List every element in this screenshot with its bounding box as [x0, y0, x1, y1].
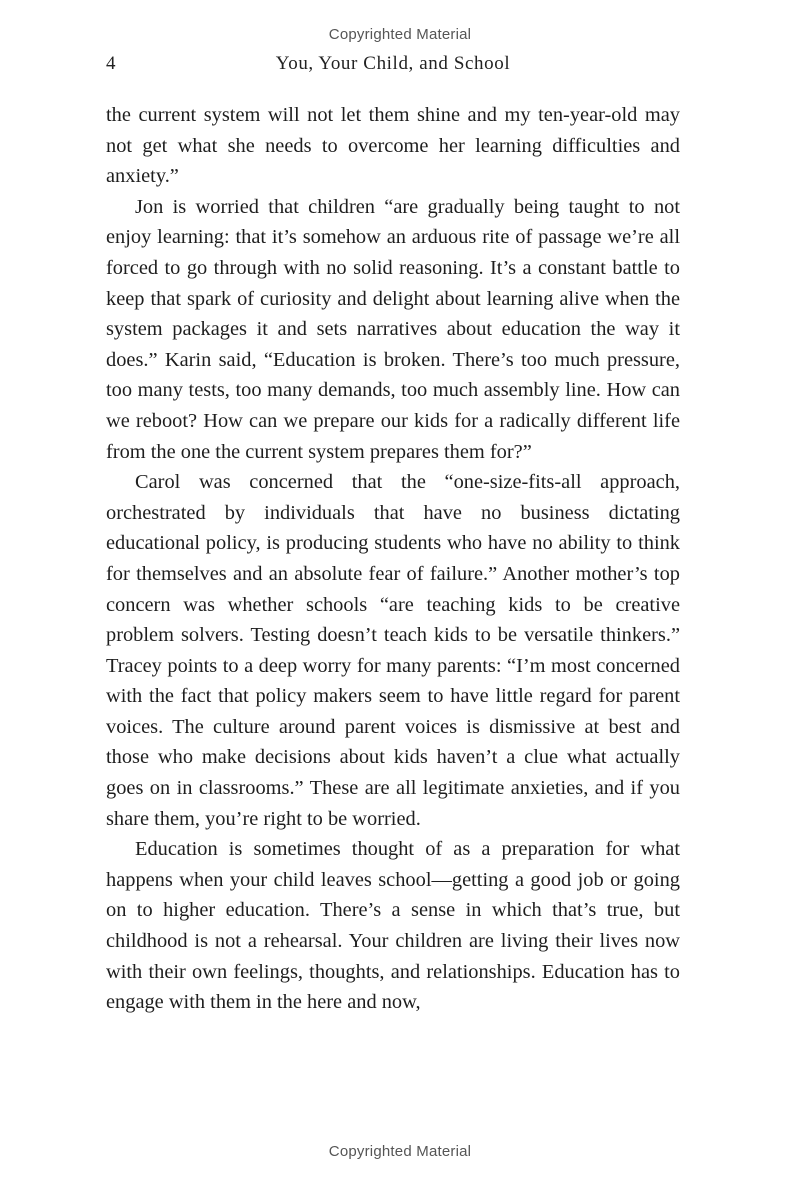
copyright-watermark-top: Copyrighted Material	[328, 26, 472, 43]
page-number: 4	[106, 53, 116, 74]
paragraph: Education is sometimes thought of as a preparation for what happens when your child leaves school—getting a good job or going on to higher education. There’s a sense in which that’s true, but childhood is not a rehearsal. Your children are living their lives now with their own feelings, thoughts, and relationships. Education has to engage with them in the here and now,	[106, 838, 680, 1014]
paragraph-continued: the current system will not let them shine and my ten-year-old may not get what she needs to overcome her learning difficulties and anxiety.”	[106, 104, 680, 188]
body-text	[106, 100, 680, 1018]
paragraph: Jon is worried that children “are gradually being taught to not enjoy learning: that it’s somehow an arduous rite of passage we’re all forced to go through with no solid reasoning. It’s a constant battle to keep that spark of curiosity and delight about learning alive when the system packages it and sets narratives about education the way it does.” Karin said, “Education is broken. There’s too much pressure, too many tests, too many demands, too much assembly line. How can we reboot? How can we prepare our kids for a radically different life from the one the current system prepares them for?”	[106, 195, 680, 463]
running-title: You, Your Child, and School	[275, 53, 511, 74]
copyright-watermark-bottom: Copyrighted Material	[328, 1143, 472, 1160]
paragraph: Carol was concerned that the “one-size-fits-all approach, orchestrated by individuals that have no business dictating educational policy, is producing students who have no ability to think for themselves and an absolute fear of failure.” Another mother’s top concern was whether schools “are teaching kids to be creative problem solvers. Testing doesn’t teach kids to be versatile thinkers.” Tracey points to a deep worry for many parents: “I’m most concerned with the fact that policy makers seem to have little regard for parent voices. The culture around parent voices is dismissive at best and those who make decisions about kids haven’t a clue what actually goes on in classrooms.” These are all legitimate anxieties, and if you share them, you’re right to be worried.	[106, 471, 680, 830]
running-header	[106, 53, 680, 79]
